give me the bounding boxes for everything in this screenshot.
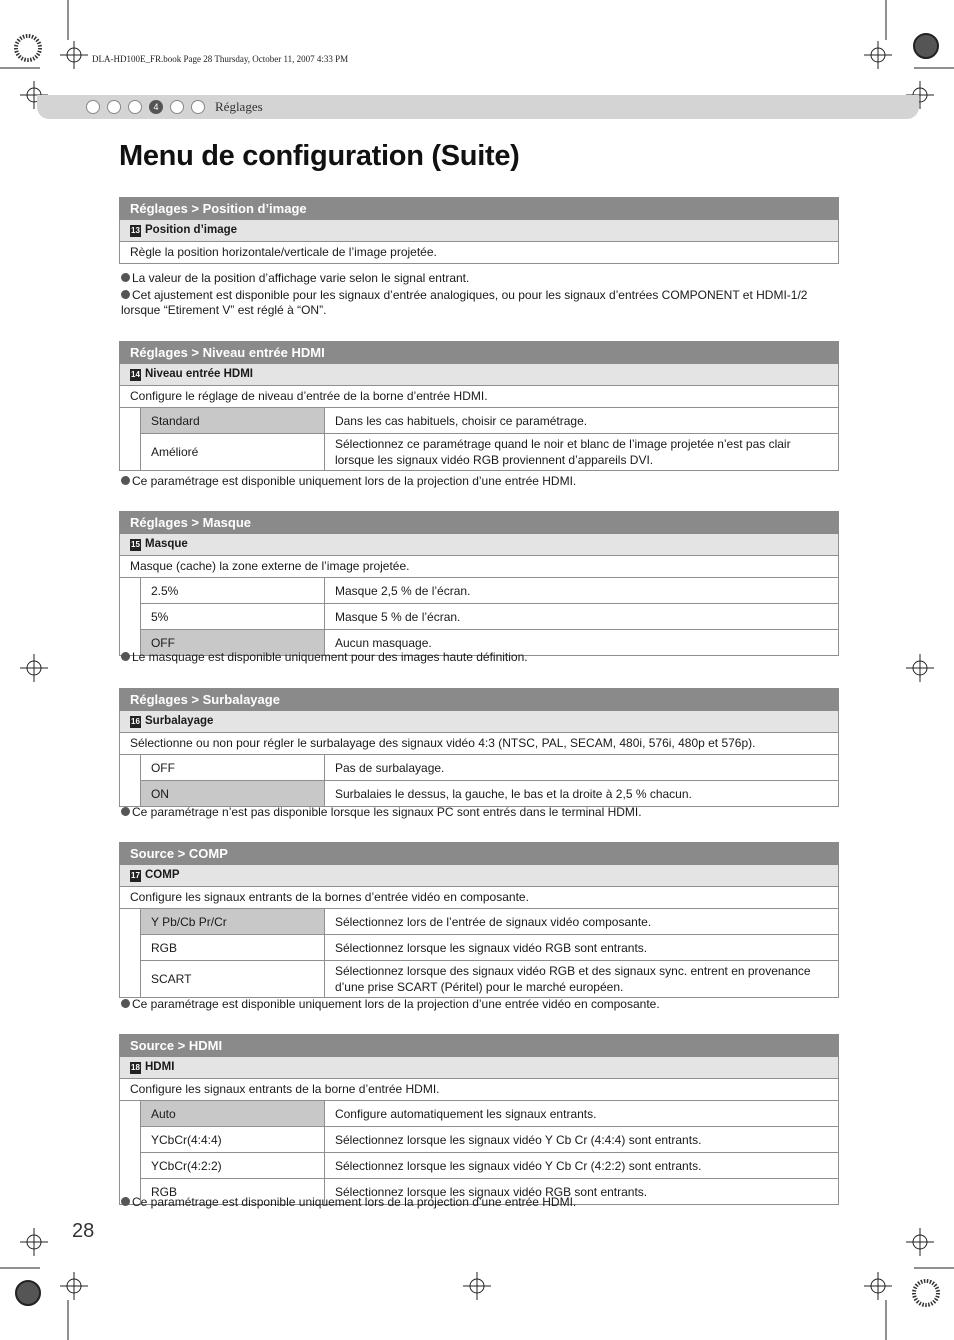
section-header: Source > HDMI [119,1034,839,1057]
note-text: Cet ajustement est disponible pour les signaux d’entrée analogiques, ou pour les signaux d’entrées COMPONENT et HDMI-1/2 lorsque “Etirement V” est réglé à “ON”. [121,288,808,317]
table-row [140,1127,838,1153]
option-description: Dans les cas habituels, choisir ce paramétrage. [324,408,838,434]
subtitle-label: COMP [145,869,180,881]
section-source-comp [119,842,839,998]
section-header: Réglages > Masque [119,511,839,534]
section-description: Règle la position horizontale/verticale de l’image projetée. [119,242,839,264]
option-label: Auto [140,1101,324,1127]
table-row [140,1101,838,1127]
note [121,288,843,318]
section-description: Configure les signaux entrants de la bornes d’entrée vidéo en composante. [119,887,839,909]
bullet-icon [121,290,130,299]
option-description: Sélectionnez lorsque les signaux vidéo RGB sont entrants. [324,1179,838,1205]
options-table [119,755,839,807]
option-label: OFF [140,630,324,656]
option-description: Masque 5 % de l’écran. [324,604,838,630]
option-label: 5% [140,604,324,630]
note [121,474,851,489]
section-description: Configure le réglage de niveau d’entrée de la borne d’entrée HDMI. [119,386,839,408]
item-number-badge: 15 [131,539,140,549]
bullet-icon [121,999,130,1008]
option-description: Sélectionnez lorsque les signaux vidéo Y Cb Cr (4:2:2) sont entrants. [324,1153,838,1179]
book-info: DLA-HD100E_FR.book Page 28 Thursday, October 11, 2007 4:33 PM [92,54,349,64]
section-masque [119,511,839,656]
section-subtitle [119,364,839,386]
option-description: Sélectionnez lors de l’entrée de signaux vidéo composante. [324,909,838,935]
option-description: Masque 2,5 % de l’écran. [324,578,838,604]
item-number-badge: 18 [131,1062,140,1072]
option-label: Amélioré [140,434,324,471]
section-header: Réglages > Position d’image [119,197,839,220]
option-label: SCART [140,961,324,998]
chapter-circle-icon [107,100,121,114]
chapter-circle-icon [191,100,205,114]
section-subtitle [119,711,839,733]
table-row [140,408,838,434]
breadcrumb [86,99,263,115]
table-row [140,434,838,471]
section-subtitle [119,534,839,556]
options-table [119,909,839,998]
note [121,805,851,820]
subtitle-label: Position d’image [145,224,238,236]
table-row [140,1153,838,1179]
note-text: Ce paramétrage n’est pas disponible lorsque les signaux PC sont entrés dans le terminal HDMI. [132,805,642,819]
option-description: Surbalaies le dessus, la gauche, le bas et la droite à 2,5 % chacun. [324,781,838,807]
subtitle-label: Surbalayage [145,715,214,727]
chapter-circle-icon [128,100,142,114]
option-description: Sélectionnez lorsque des signaux vidéo RGB et des signaux sync. entrent en provenance d’une prise SCART (Péritel) pour le marché européen. [324,961,838,998]
option-label: RGB [140,935,324,961]
chapter-circle-icon [170,100,184,114]
note-text: Ce paramétrage est disponible uniquement lors de la projection d’une entrée HDMI. [132,1195,577,1209]
option-label: YCbCr(4:4:4) [140,1127,324,1153]
note-text: La valeur de la position d’affichage varie selon le signal entrant. [132,271,470,285]
option-label: 2.5% [140,578,324,604]
item-number-badge: 14 [131,369,140,379]
table-row [140,755,838,781]
option-label: Standard [140,408,324,434]
option-description: Sélectionnez ce paramétrage quand le noir et blanc de l’image projetée n’est pas clair lorsque les signaux vidéo RGB proviennent d’appareils DVI. [324,434,838,471]
note-text: Le masquage est disponible uniquement pour des images haute définition. [132,650,528,664]
note [121,271,851,286]
options-table [119,1101,839,1205]
bullet-icon [121,476,130,485]
table-row [140,781,838,807]
section-source-hdmi [119,1034,839,1205]
section-subtitle [119,865,839,887]
options-table [119,408,839,471]
options-table [119,578,839,656]
breadcrumb-label: Réglages [215,99,263,114]
section-subtitle [119,1057,839,1079]
item-number-badge: 16 [131,716,140,726]
section-header: Réglages > Niveau entrée HDMI [119,341,839,364]
bullet-icon [121,1197,130,1206]
option-description: Pas de surbalayage. [324,755,838,781]
section-description: Sélectionne ou non pour régler le surbalayage des signaux vidéo 4:3 (NTSC, PAL, SECAM, 480i, 576i, 480p et 576p). [119,733,839,755]
chapter-circle-icon [86,100,100,114]
subtitle-label: Masque [145,538,188,550]
section-niveau-entree-hdmi [119,341,839,471]
section-description: Configure les signaux entrants de la borne d’entrée HDMI. [119,1079,839,1101]
table-row [140,909,838,935]
option-description: Sélectionnez lorsque les signaux vidéo Y Cb Cr (4:4:4) sont entrants. [324,1127,838,1153]
note-text: Ce paramétrage est disponible uniquement lors de la projection d’une entrée HDMI. [132,474,577,488]
option-description: Configure automatiquement les signaux entrants. [324,1101,838,1127]
subtitle-label: HDMI [145,1061,175,1073]
section-subtitle [119,220,839,242]
section-surbalayage [119,688,839,807]
page-title: Menu de configuration (Suite) [119,140,520,172]
option-label: RGB [140,1179,324,1205]
item-number-badge: 13 [131,225,140,235]
note [121,997,851,1012]
option-description: Aucun masquage. [324,630,838,656]
table-row [140,935,838,961]
option-description: Sélectionnez lorsque les signaux vidéo RGB sont entrants. [324,935,838,961]
option-label: YCbCr(4:2:2) [140,1153,324,1179]
note [121,1195,851,1210]
bullet-icon [121,652,130,661]
chapter-number: 4 [149,100,163,114]
subtitle-label: Niveau entrée HDMI [145,368,254,380]
bullet-icon [121,807,130,816]
section-position-image [119,197,839,264]
note [121,650,851,665]
table-row [140,604,838,630]
option-label: OFF [140,755,324,781]
item-number-badge: 17 [131,870,140,880]
bullet-icon [121,273,130,282]
page-number: 28 [72,1220,95,1242]
section-header: Source > COMP [119,842,839,865]
option-label: Y Pb/Cb Pr/Cr [140,909,324,935]
note-text: Ce paramétrage est disponible uniquement lors de la projection d’une entrée vidéo en composante. [132,997,660,1011]
option-label: ON [140,781,324,807]
table-row [140,961,838,998]
table-row [140,578,838,604]
section-description: Masque (cache) la zone externe de l’image projetée. [119,556,839,578]
section-header: Réglages > Surbalayage [119,688,839,711]
